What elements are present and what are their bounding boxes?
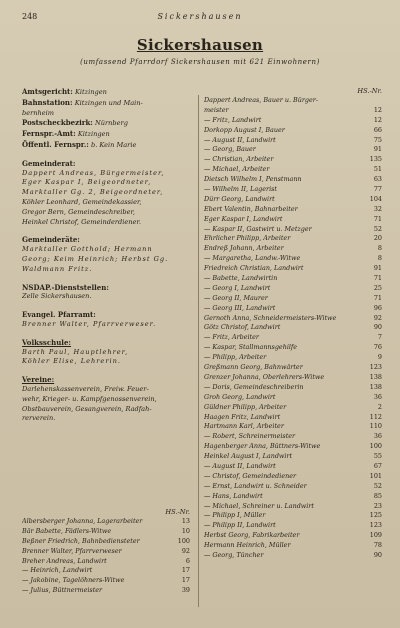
bahnstation-value: Kitzingen und Main- — [74, 98, 143, 107]
resident-row — [22, 537, 190, 547]
house-number: 66 — [373, 125, 382, 134]
house-number: 10 — [181, 526, 190, 535]
resident-row — [204, 403, 382, 413]
oeff-fernspr-label: Öffentl. Fernspr.: — [22, 139, 89, 149]
house-number: 32 — [373, 204, 382, 213]
house-number-header-left: HS.-Nr. — [165, 508, 190, 516]
house-number: 96 — [373, 303, 382, 312]
resident-name: — Georg, Bauer — [204, 145, 256, 154]
resident-name: Brenner Walter, Pfarrverweser — [22, 546, 122, 555]
resident-name: — Georg I, Landwirt — [204, 283, 271, 292]
resident-row — [204, 452, 382, 462]
resident-row — [204, 284, 382, 294]
house-number: 109 — [369, 531, 382, 540]
resident-name: Dappert Andreas, Bauer u. Bürger- — [204, 96, 318, 104]
gemeinderaete-line: Georg; Keim Heinrich; Herbst Gg. — [22, 254, 169, 263]
oeff-fernspr-value: b. Kein Marie — [90, 140, 137, 149]
resident-name: Heinkel August I, Landwirt — [204, 452, 293, 461]
resident-row — [204, 145, 382, 155]
resident-row — [204, 393, 382, 403]
resident-name: Ebert Valentin, Bahnarbeiter — [204, 204, 298, 213]
resident-name: Breher Andreas, Landwirt — [22, 556, 107, 565]
left-resident-list — [22, 508, 190, 596]
house-number: 138 — [369, 372, 382, 381]
resident-row — [204, 551, 382, 561]
house-number: 76 — [373, 343, 382, 352]
resident-row — [204, 422, 382, 432]
resident-name: — Philipp II, Landwirt — [204, 521, 276, 530]
house-number: 75 — [373, 135, 382, 144]
resident-name: — Kaspar, Stallmannsgehilfe — [204, 343, 298, 352]
page-title: Sickershausen — [136, 36, 264, 54]
resident-row — [204, 254, 382, 264]
right-column — [204, 87, 382, 561]
resident-row — [204, 323, 382, 333]
resident-row — [22, 527, 190, 537]
house-number: 125 — [369, 511, 382, 520]
fernspr-amt-label: Fernspr.-Amt: — [22, 129, 76, 139]
bahnstation-value-cont: bernheim — [22, 108, 55, 117]
resident-name: Götz Christof, Landwirt — [204, 323, 281, 332]
resident-name: Greßmann Georg, Bahnwärter — [204, 363, 303, 372]
pfarramt-value: Brenner Walter, Pfarrverweser. — [22, 319, 157, 328]
resident-name: meister — [204, 105, 229, 114]
pfarramt-label: Evangel. Pfarramt: — [22, 310, 96, 320]
resident-name: Grenzer Johanna, Oberlehrers-Witwe — [204, 372, 325, 381]
resident-row — [204, 314, 382, 324]
gemeinderaete-line: Marktaller Gotthold; Hermann — [22, 245, 153, 254]
page-subtitle: (umfassend Pfarrdorf Sickershausen mit 621 Einwohnern) — [80, 58, 320, 66]
resident-row — [204, 492, 382, 502]
resident-row — [22, 586, 190, 596]
resident-name: — Christof, Gemeindediener — [204, 471, 297, 480]
resident-row — [22, 557, 190, 567]
vereine-line: Obstbauverein, Gesangverein, Radfah- — [22, 404, 152, 413]
house-number: 71 — [373, 274, 382, 283]
resident-name: — Hans, Landwirt — [204, 491, 263, 500]
gemeinderaete-label: Gemeinderäte: — [22, 235, 80, 245]
house-number: 63 — [373, 175, 382, 184]
resident-name: — Heinrich, Landwirt — [22, 566, 93, 575]
gemeinderat-label: Gemeinderat: — [22, 158, 76, 168]
fernspr-amt-value: Kitzingen — [77, 130, 110, 139]
resident-name: — Philipp, Arbeiter — [204, 353, 267, 362]
house-number: 85 — [373, 491, 382, 500]
postscheck-label: Postscheckbezirk: — [22, 118, 93, 128]
resident-name: — Christian, Arbeiter — [204, 155, 274, 164]
resident-list — [204, 96, 382, 561]
resident-row — [204, 215, 382, 225]
resident-row — [204, 234, 382, 244]
resident-name: Hagenberger Anna, Büttners-Witwe — [204, 442, 321, 451]
resident-row — [204, 274, 382, 284]
volksschule-line: Barth Paul, Hauptlehrer, — [22, 347, 129, 356]
house-number: 90 — [373, 550, 382, 559]
house-number: 13 — [181, 517, 190, 525]
resident-name: Groh Georg, Landwirt — [204, 392, 276, 401]
resident-row — [204, 541, 382, 551]
house-number: 71 — [373, 214, 382, 223]
resident-name: — Georg II, Maurer — [204, 293, 268, 302]
house-number: 135 — [369, 155, 382, 164]
resident-row — [204, 106, 382, 116]
house-number: 71 — [373, 293, 382, 302]
page-number: 248 — [22, 12, 38, 21]
house-number: 138 — [369, 382, 382, 391]
resident-row — [204, 472, 382, 482]
vereine-label: Vereine: — [22, 375, 55, 385]
resident-name: — Jakobine, Tagelöhners-Witwe — [22, 576, 125, 585]
house-number: 20 — [373, 234, 382, 243]
amtsgericht-value: Kitzingen — [75, 88, 107, 96]
section-gemeinderaete — [22, 235, 190, 274]
resident-row — [204, 482, 382, 492]
resident-row — [204, 244, 382, 254]
gemeinderat-line: Köhler Leonhard, Gemeindekassier, — [22, 197, 142, 206]
resident-name: Dietsch Wilhelm I, Penstmann — [204, 175, 302, 184]
section-vereine — [22, 375, 190, 424]
resident-row — [204, 511, 382, 521]
resident-row — [204, 205, 382, 215]
section-gemeinderat — [22, 159, 190, 228]
resident-name: — Doris, Gemeindeschreiberin — [204, 382, 304, 391]
resident-name: — Michael, Schreiner u. Landwirt — [204, 501, 314, 510]
bahnstation-label: Bahnstation: — [22, 97, 73, 107]
house-number: 17 — [181, 576, 190, 585]
resident-row — [204, 225, 382, 235]
resident-row — [22, 517, 190, 527]
volksschule-label: Volksschule: — [22, 337, 71, 347]
gemeinderat-line: Heinkel Christof, Gemeinderdiener. — [22, 217, 141, 226]
resident-name: — Georg, Tüncher — [204, 550, 264, 559]
house-number: 67 — [373, 461, 382, 470]
house-number: 100 — [177, 536, 190, 545]
left-resident-rows — [22, 517, 190, 596]
resident-row — [204, 195, 382, 205]
house-number: 78 — [373, 541, 382, 550]
house-number: 6 — [185, 556, 190, 565]
house-number: 51 — [373, 165, 382, 174]
resident-name: — Michael, Arbeiter — [204, 165, 270, 174]
resident-row — [204, 363, 382, 373]
resident-row — [204, 462, 382, 472]
house-number: 12 — [373, 105, 382, 114]
gemeinderat-line: Eger Kaspar I, Beigeordneter, — [22, 178, 152, 187]
house-number: 112 — [369, 412, 382, 421]
resident-name: Bär Babette, Fädlers-Witwe — [22, 526, 112, 535]
resident-name: Endreß Johann, Arbeiter — [204, 244, 284, 253]
resident-name: — August II, Landwirt — [204, 135, 276, 144]
gemeinderaete-line: Waldmann Fritz. — [22, 264, 93, 273]
resident-name: Friedreich Christian, Landwirt — [204, 264, 304, 273]
resident-row — [204, 294, 382, 304]
vereine-line: rerverein. — [22, 414, 56, 423]
house-number: 91 — [373, 145, 382, 154]
postscheck-value: Nürnberg — [95, 119, 128, 128]
house-number: 39 — [181, 586, 190, 595]
house-number: 90 — [373, 323, 382, 332]
resident-name: — Georg III, Landwirt — [204, 303, 276, 312]
resident-name: — Wilhelm II, Lagerist — [204, 185, 277, 194]
resident-row — [22, 576, 190, 586]
resident-name: — Robert, Schreinermeister — [204, 432, 296, 441]
house-number: 25 — [373, 283, 382, 292]
resident-name: Beßner Friedrich, Bahnbediensteter — [22, 536, 140, 545]
house-number: 52 — [373, 481, 382, 490]
resident-name: — Fritz, Arbeiter — [204, 333, 259, 342]
resident-name: — Philipp I, Müller — [204, 511, 266, 520]
house-number: 7 — [377, 333, 382, 342]
section-volksschule — [22, 338, 190, 367]
gemeinderat-line: Gregor Bern, Gemeindeschreiber, — [22, 207, 136, 216]
resident-row — [204, 96, 382, 106]
gemeinderat-line: Dappert Andreas, Bürgermeister, — [22, 168, 165, 177]
house-number: 52 — [373, 224, 382, 233]
resident-name: — Ernst, Landwirt u. Schneider — [204, 481, 307, 490]
resident-name: — Fritz, Landwirt — [204, 115, 262, 124]
house-number-header: HS.-Nr. — [357, 87, 382, 95]
gemeinderat-line: Marktaller Gg. 2, Beigeordneter, — [22, 188, 164, 197]
house-number: 123 — [369, 363, 382, 372]
house-number: 110 — [369, 422, 382, 431]
volksschule-line: Köhler Elise, Lehrerin. — [22, 357, 121, 366]
resident-row — [204, 502, 382, 512]
house-number: 104 — [369, 194, 382, 203]
resident-name: — Kaspar II, Gastwirt u. Metzger — [204, 224, 312, 233]
house-number: 36 — [373, 432, 382, 441]
left-column — [22, 87, 190, 424]
resident-row — [204, 116, 382, 126]
house-number: 101 — [369, 471, 382, 480]
resident-row — [204, 373, 382, 383]
house-number: 17 — [181, 566, 190, 575]
resident-name: — Margaretha, Landw.-Witwe — [204, 254, 301, 263]
nsdap-label: NSDAP.-Dienststellen: — [22, 282, 109, 292]
vereine-line: wehr, Krieger- u. Kampfgenossenverein, — [22, 394, 157, 403]
resident-name: Dorkopp August I, Bauer — [204, 125, 285, 134]
resident-row — [204, 165, 382, 175]
resident-row — [204, 333, 382, 343]
resident-name: — Babette, Landwirtin — [204, 274, 278, 283]
house-number: 23 — [373, 501, 382, 510]
resident-name: Albersberger Johanna, Lagerarbeiter — [22, 517, 143, 525]
house-number: 12 — [373, 115, 382, 124]
resident-name: Gernoth Anna, Schneidermeisters-Witwe — [204, 313, 337, 322]
resident-name: Haagen Fritz, Landwirt — [204, 412, 281, 421]
resident-row — [204, 185, 382, 195]
resident-row — [204, 521, 382, 531]
resident-row — [204, 175, 382, 185]
resident-name: Herbst Georg, Fabrikarbeiter — [204, 531, 300, 540]
column-divider — [198, 95, 199, 607]
house-number: 8 — [377, 244, 382, 253]
house-number: 92 — [181, 546, 190, 555]
resident-row — [204, 126, 382, 136]
resident-row — [204, 353, 382, 363]
running-title: Sickershausen — [157, 12, 243, 21]
resident-name: Hartmann Karl, Arbeiter — [204, 422, 284, 431]
house-number: 55 — [373, 452, 382, 461]
house-number: 91 — [373, 264, 382, 273]
house-number: 123 — [369, 521, 382, 530]
resident-row — [204, 136, 382, 146]
resident-row — [204, 155, 382, 165]
resident-name: Hermann Heinrich, Müller — [204, 541, 291, 550]
house-number: 2 — [377, 402, 382, 411]
resident-row — [22, 566, 190, 576]
house-number: 100 — [369, 442, 382, 451]
resident-name: — August II, Landwirt — [204, 461, 276, 470]
resident-row — [204, 383, 382, 393]
nsdap-value: Zelle Sickershausen. — [22, 292, 92, 301]
resident-row — [22, 547, 190, 557]
house-number: 8 — [377, 254, 382, 263]
resident-name: Eger Kaspar I, Landwirt — [204, 214, 283, 223]
resident-row — [204, 531, 382, 541]
resident-row — [204, 264, 382, 274]
vereine-line: Darlehenskassenverein, Freiw. Feuer- — [22, 384, 149, 393]
section-pfarramt — [22, 310, 190, 330]
house-number: 77 — [373, 185, 382, 194]
resident-row — [204, 304, 382, 314]
running-head — [18, 10, 382, 24]
house-number: 92 — [373, 313, 382, 322]
resident-row — [204, 343, 382, 353]
resident-name: — Julius, Büttnermeister — [22, 586, 103, 595]
resident-row — [204, 432, 382, 442]
resident-name: Güldner Philipp, Arbeiter — [204, 402, 287, 411]
resident-name: Dürr Georg, Landwirt — [204, 194, 275, 203]
resident-name: Ehrlicher Philipp, Arbeiter — [204, 234, 291, 243]
resident-row — [204, 413, 382, 423]
house-number: 36 — [373, 392, 382, 401]
amtsgericht-label: Amtsgericht: — [22, 87, 73, 96]
house-number: 9 — [377, 353, 382, 362]
section-nsdap — [22, 283, 190, 303]
resident-row — [204, 442, 382, 452]
section-amtsgericht — [22, 87, 190, 151]
